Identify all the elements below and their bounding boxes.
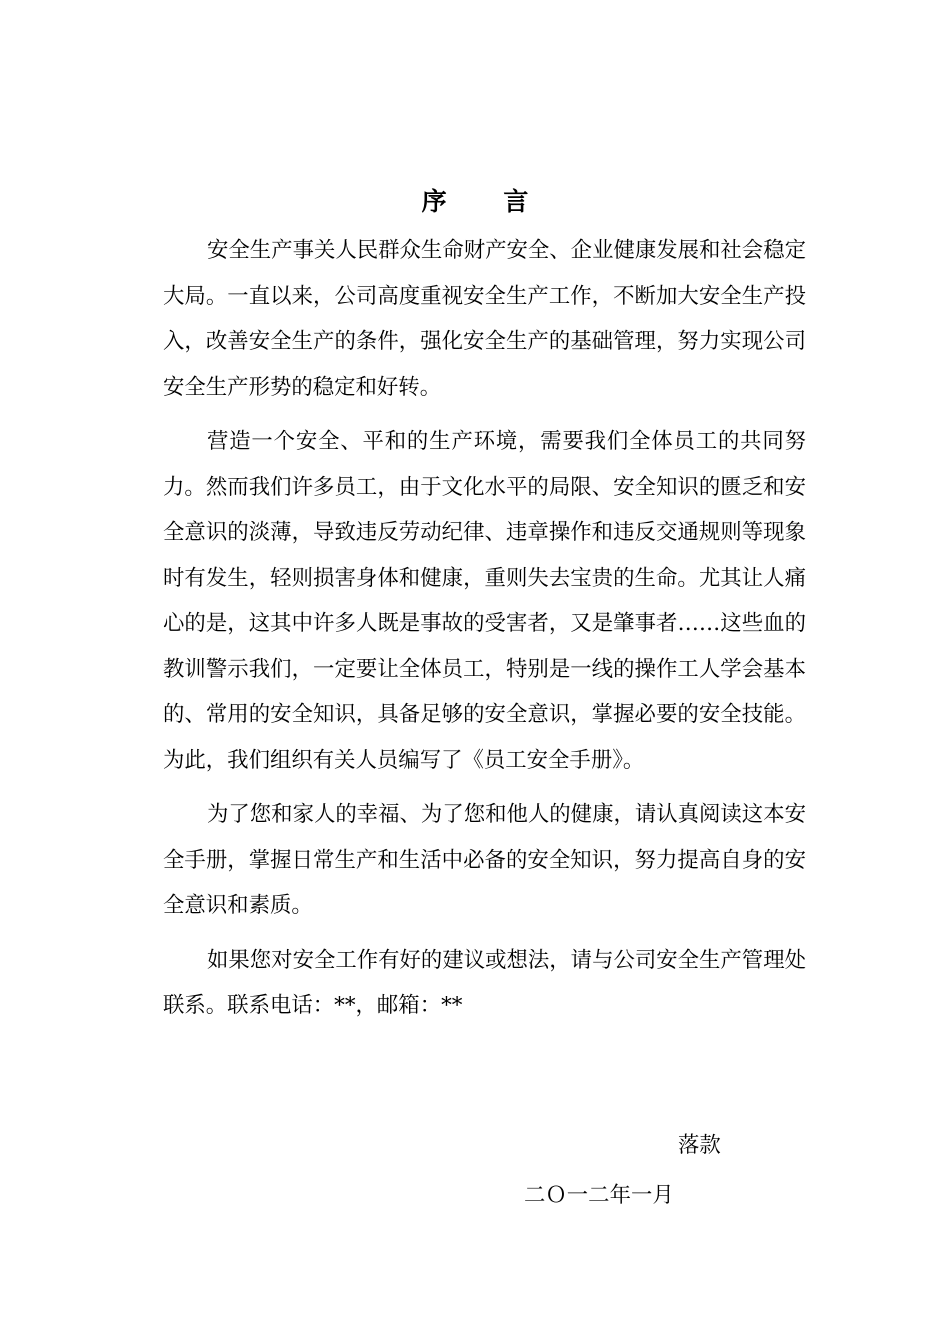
paragraph-1: 安全生产事关人民群众生命财产安全、企业健康发展和社会稳定大局。一直以来，公司高度重视安全生产工作，不断加大安全生产投入，改善安全生产的条件，强化安全生产的基础管理，努力实现公司安全生产形势的稳定和好转。 [163,238,806,400]
document-body [163,228,806,1038]
signature: 落款 [678,1133,721,1158]
paragraph-2: 营造一个安全、平和的生产环境，需要我们全体员工的共同努力。然而我们许多员工，由于文化水平的局限、安全知识的匮乏和安全意识的淡薄，导致违反劳动纪律、违章操作和违反交通规则等现象时有发生，轻则损害身体和健康，重则失去宝贵的生命。尤其让人痛心的是，这其中许多人既是事故的受害者，又是肇事者……这些血的教训警示我们，一定要让全体员工，特别是一线的操作工人学会基本的、常用的安全知识，具备足够的安全意识，掌握必要的安全技能。为此，我们组织有关人员编写了《员工安全手册》。 [163,429,806,773]
document-title: 序 言 [421,187,553,216]
document-date: 二Ｏ一二年一月 [524,1183,674,1208]
paragraph-3: 为了您和家人的幸福、为了您和他人的健康，请认真阅读这本安全手册，掌握日常生产和生活中必备的安全知识，努力提高自身的安全意识和素质。 [163,802,806,918]
paragraph-4: 如果您对安全工作有好的建议或想法，请与公司安全生产管理处联系。联系电话：**，邮箱：** [163,947,806,1018]
